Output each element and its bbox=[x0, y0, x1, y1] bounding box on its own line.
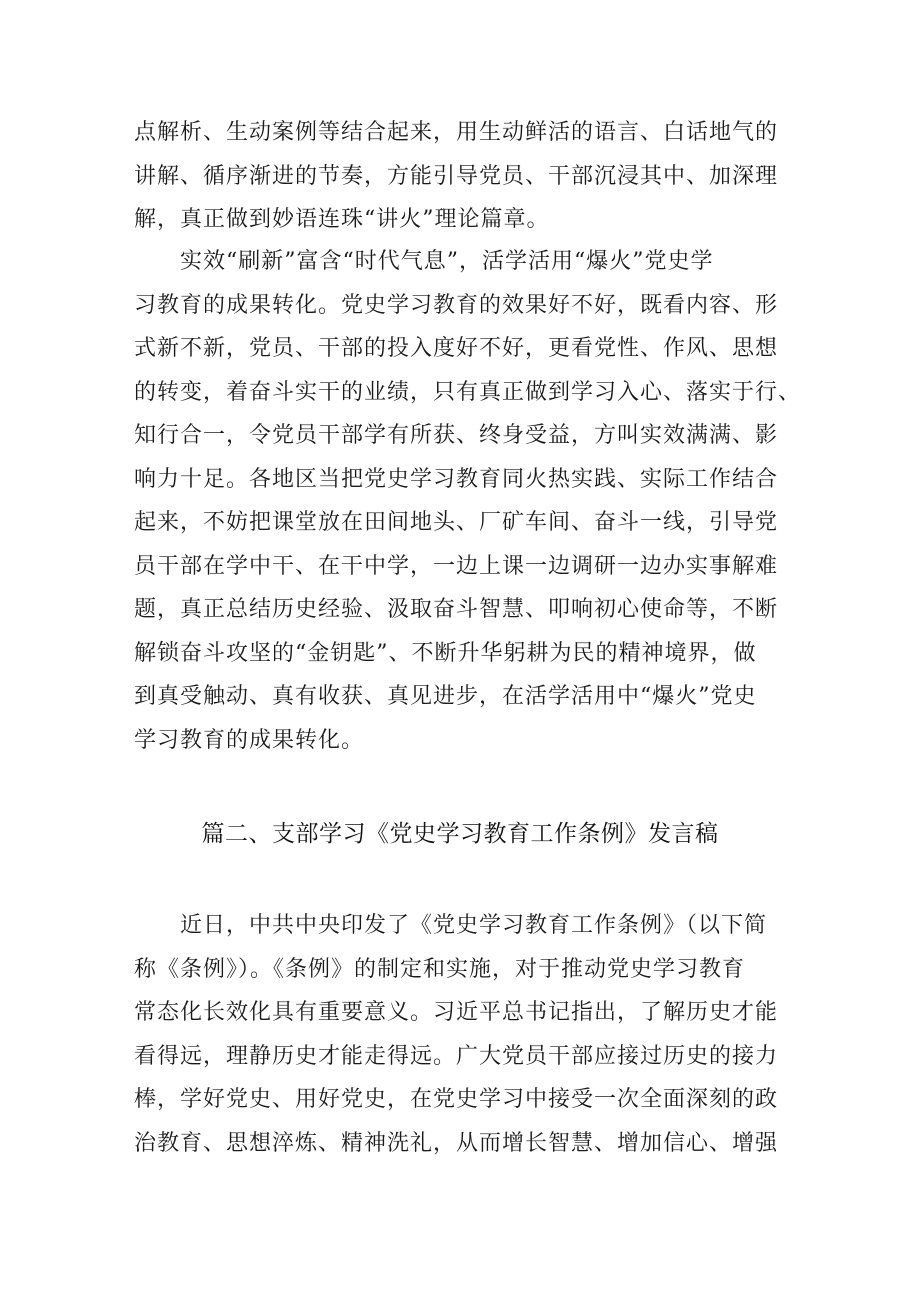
text-line: 称《条例》）。《条例》的制定和实施，对于推动党史学习教育 bbox=[134, 956, 746, 982]
text-line: 解，真正做到妙语连珠“讲火”理论篇章。 bbox=[134, 207, 550, 232]
text-line: 题，真正总结历史经验、汲取奋斗智慧、叩响初心使命等，不断 bbox=[134, 597, 779, 622]
text-line: 式新不新，党员、干部的投入度好不好，更看党性、作风、思想 bbox=[134, 336, 779, 361]
text-line: 点解析、生动案例等结合起来，用生动鲜活的语言、白话地气的 bbox=[134, 120, 779, 145]
text-line: 知行合一，令党员干部学有所获、终身受益，方叫实效满满、影 bbox=[134, 423, 779, 448]
text-line: 习教育的成果转化。党史学习教育的效果好不好，既看内容、形 bbox=[134, 292, 779, 318]
text-line: 响力十足。各地区当把党史学习教育同火热实践、实际工作结合 bbox=[134, 466, 779, 492]
text-line: 学习教育的成果转化。 bbox=[134, 727, 365, 753]
text-line: 治教育、思想淬炼、精神洗礼，从而增长智慧、增加信心、增强 bbox=[134, 1130, 779, 1156]
text-line: 近日，中共中央印发了《党史学习教育工作条例》（以下简 bbox=[180, 913, 768, 938]
paragraph-1 bbox=[134, 111, 794, 242]
text-line: 常态化长效化具有重要意义。习近平总书记指出，了解历史才能 bbox=[134, 1000, 779, 1025]
paragraph-2 bbox=[134, 240, 802, 762]
text-line: 起来，不妨把课堂放在田间地头、厂矿车间、奋斗一线，引导党 bbox=[134, 510, 779, 535]
text-line: 解锁奋斗攻坚的“金钥匙”、不断升华躬耕为民的精神境界，做 bbox=[134, 640, 757, 666]
text-line: 员干部在学中干、在干中学，一边上课一边调研一边办实事解难 bbox=[134, 553, 779, 579]
section-heading: 篇二、支部学习《党史学习教育工作条例》发言稿 bbox=[201, 821, 719, 847]
text-line: 的转变，着奋斗实干的业绩，只有真正做到学习入心、落实于行、 bbox=[134, 379, 802, 405]
text-line: 棒，学好党史、用好党史，在党史学习中接受一次全面深刻的政 bbox=[134, 1087, 779, 1112]
text-line: 讲解、循序渐进的节奏，方能引导党员、干部沉浸其中、加深理 bbox=[134, 163, 779, 189]
text-line: 看得远，理静历史才能走得远。广大党员干部应接过历史的接力 bbox=[134, 1043, 779, 1069]
text-line: 到真受触动、真有收获、真见进步，在活学活用中“爆火”党史 bbox=[134, 684, 757, 709]
paragraph-3 bbox=[134, 904, 794, 1165]
text-line: 实效“刷新”富含“时代气息”，活学活用“爆火”党史学 bbox=[180, 249, 714, 274]
